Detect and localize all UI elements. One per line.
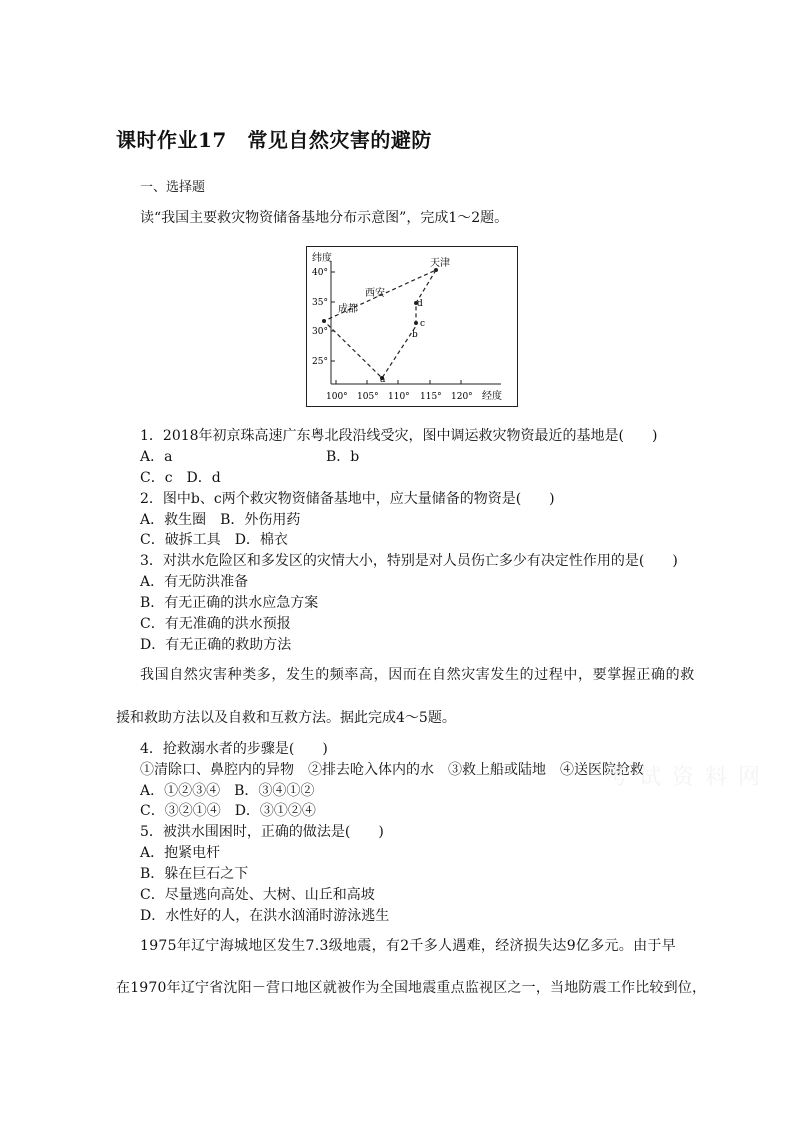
label-b: b [412, 330, 418, 340]
map-frame [307, 247, 518, 407]
q4-steps: ①清除口、鼻腔内的异物 ②排去呛入体内的水 ③救上船或陆地 ④送医院抢救 [140, 762, 644, 778]
x-tick-120: 120° [451, 392, 473, 402]
x-tick-110: 110° [388, 392, 410, 402]
q1-option-b: B．b [326, 449, 360, 465]
y-tick-40: 40° [312, 268, 328, 278]
watermark: 考 试 资 料 网 [606, 765, 762, 790]
q3-option-c: C．有无准确的洪水预报 [140, 616, 291, 632]
point-c [414, 321, 418, 325]
q3-option-b: B．有无正确的洪水应急方案 [140, 595, 319, 611]
label-d: d [417, 299, 423, 309]
q1-option-cd: C．c D．d [140, 470, 221, 486]
q5-option-a: A．抱紧电杆 [140, 845, 221, 861]
label-tianjin: 天津 [430, 258, 450, 269]
x-tick-100: 100° [326, 392, 348, 402]
intro-q6-line1: 1975年辽宁海城地区发生7.3级地震，有2千多人遇难，经济损失达9亿多元。由于早 [140, 938, 677, 954]
intro-q6-line2: 在1970年辽宁省沈阳－营口地区就被作为全国地震重点监视区之一，当地防震工作比较到位， [116, 980, 707, 996]
y-tick-25: 25° [312, 357, 328, 367]
label-c: c [420, 319, 426, 329]
q2-option-ab: A．救生圈 B．外伤用药 [140, 512, 301, 528]
page-title: 课时作业17 常见自然灾害的避防 [116, 128, 432, 152]
q1-option-a: A．a [140, 449, 173, 465]
q2-option-cd: C．破拆工具 D．棉衣 [140, 532, 288, 548]
intro-q4-5-line2: 援和救助方法以及自救和互救方法。据此完成4～5题。 [116, 710, 456, 726]
x-axis-label: 经度 [482, 391, 502, 402]
intro-q1-2: 读“我国主要救灾物资储备基地分布示意图”，完成1～2题。 [140, 210, 509, 226]
q5-option-d: D．水性好的人，在洪水汹涌时游泳逃生 [140, 908, 390, 924]
q4-option-ab: A．①②③④ B．③④①② [140, 783, 315, 799]
q4-stem: 4．抢救溺水者的步骤是( ) [140, 741, 328, 757]
y-tick-30: 30° [312, 327, 328, 337]
q4-option-cd: C．③②①④ D．③①②④ [140, 803, 316, 819]
x-tick-115: 115° [420, 392, 442, 402]
label-a: a [380, 375, 386, 385]
relief-base-map [306, 246, 518, 408]
y-axis-label: 纬度 [312, 253, 332, 264]
q3-option-a: A．有无防洪准备 [140, 574, 249, 590]
q2-stem: 2．图中b、c两个救灾物资储备基地中，应大量储备的物资是( ) [140, 491, 555, 507]
q5-stem: 5．被洪水围困时，正确的做法是( ) [140, 824, 384, 840]
q3-option-d: D．有无正确的救助方法 [140, 637, 292, 653]
label-chengdu: 成都 [338, 304, 358, 315]
q1-stem: 1．2018年初京珠高速广东粤北段沿线受灾，图中调运救灾物资最近的基地是( ) [140, 428, 658, 444]
x-tick-105: 105° [357, 392, 379, 402]
q5-option-b: B．躲在巨石之下 [140, 866, 249, 882]
y-tick-35: 35° [312, 298, 328, 308]
point-chengdu [322, 319, 326, 323]
q5-option-c: C．尽量逃向高处、大树、山丘和高坡 [140, 887, 375, 903]
section-heading: 一、选择题 [140, 180, 206, 195]
q3-stem: 3．对洪水危险区和多发区的灾情大小，特别是对人员伤亡多少有决定性作用的是( ) [140, 553, 678, 569]
intro-q4-5-line1: 我国自然灾害种类多，发生的频率高，因而在自然灾害发生的过程中，要掌握正确的救 [140, 667, 695, 683]
label-xian: 西安 [365, 288, 385, 299]
